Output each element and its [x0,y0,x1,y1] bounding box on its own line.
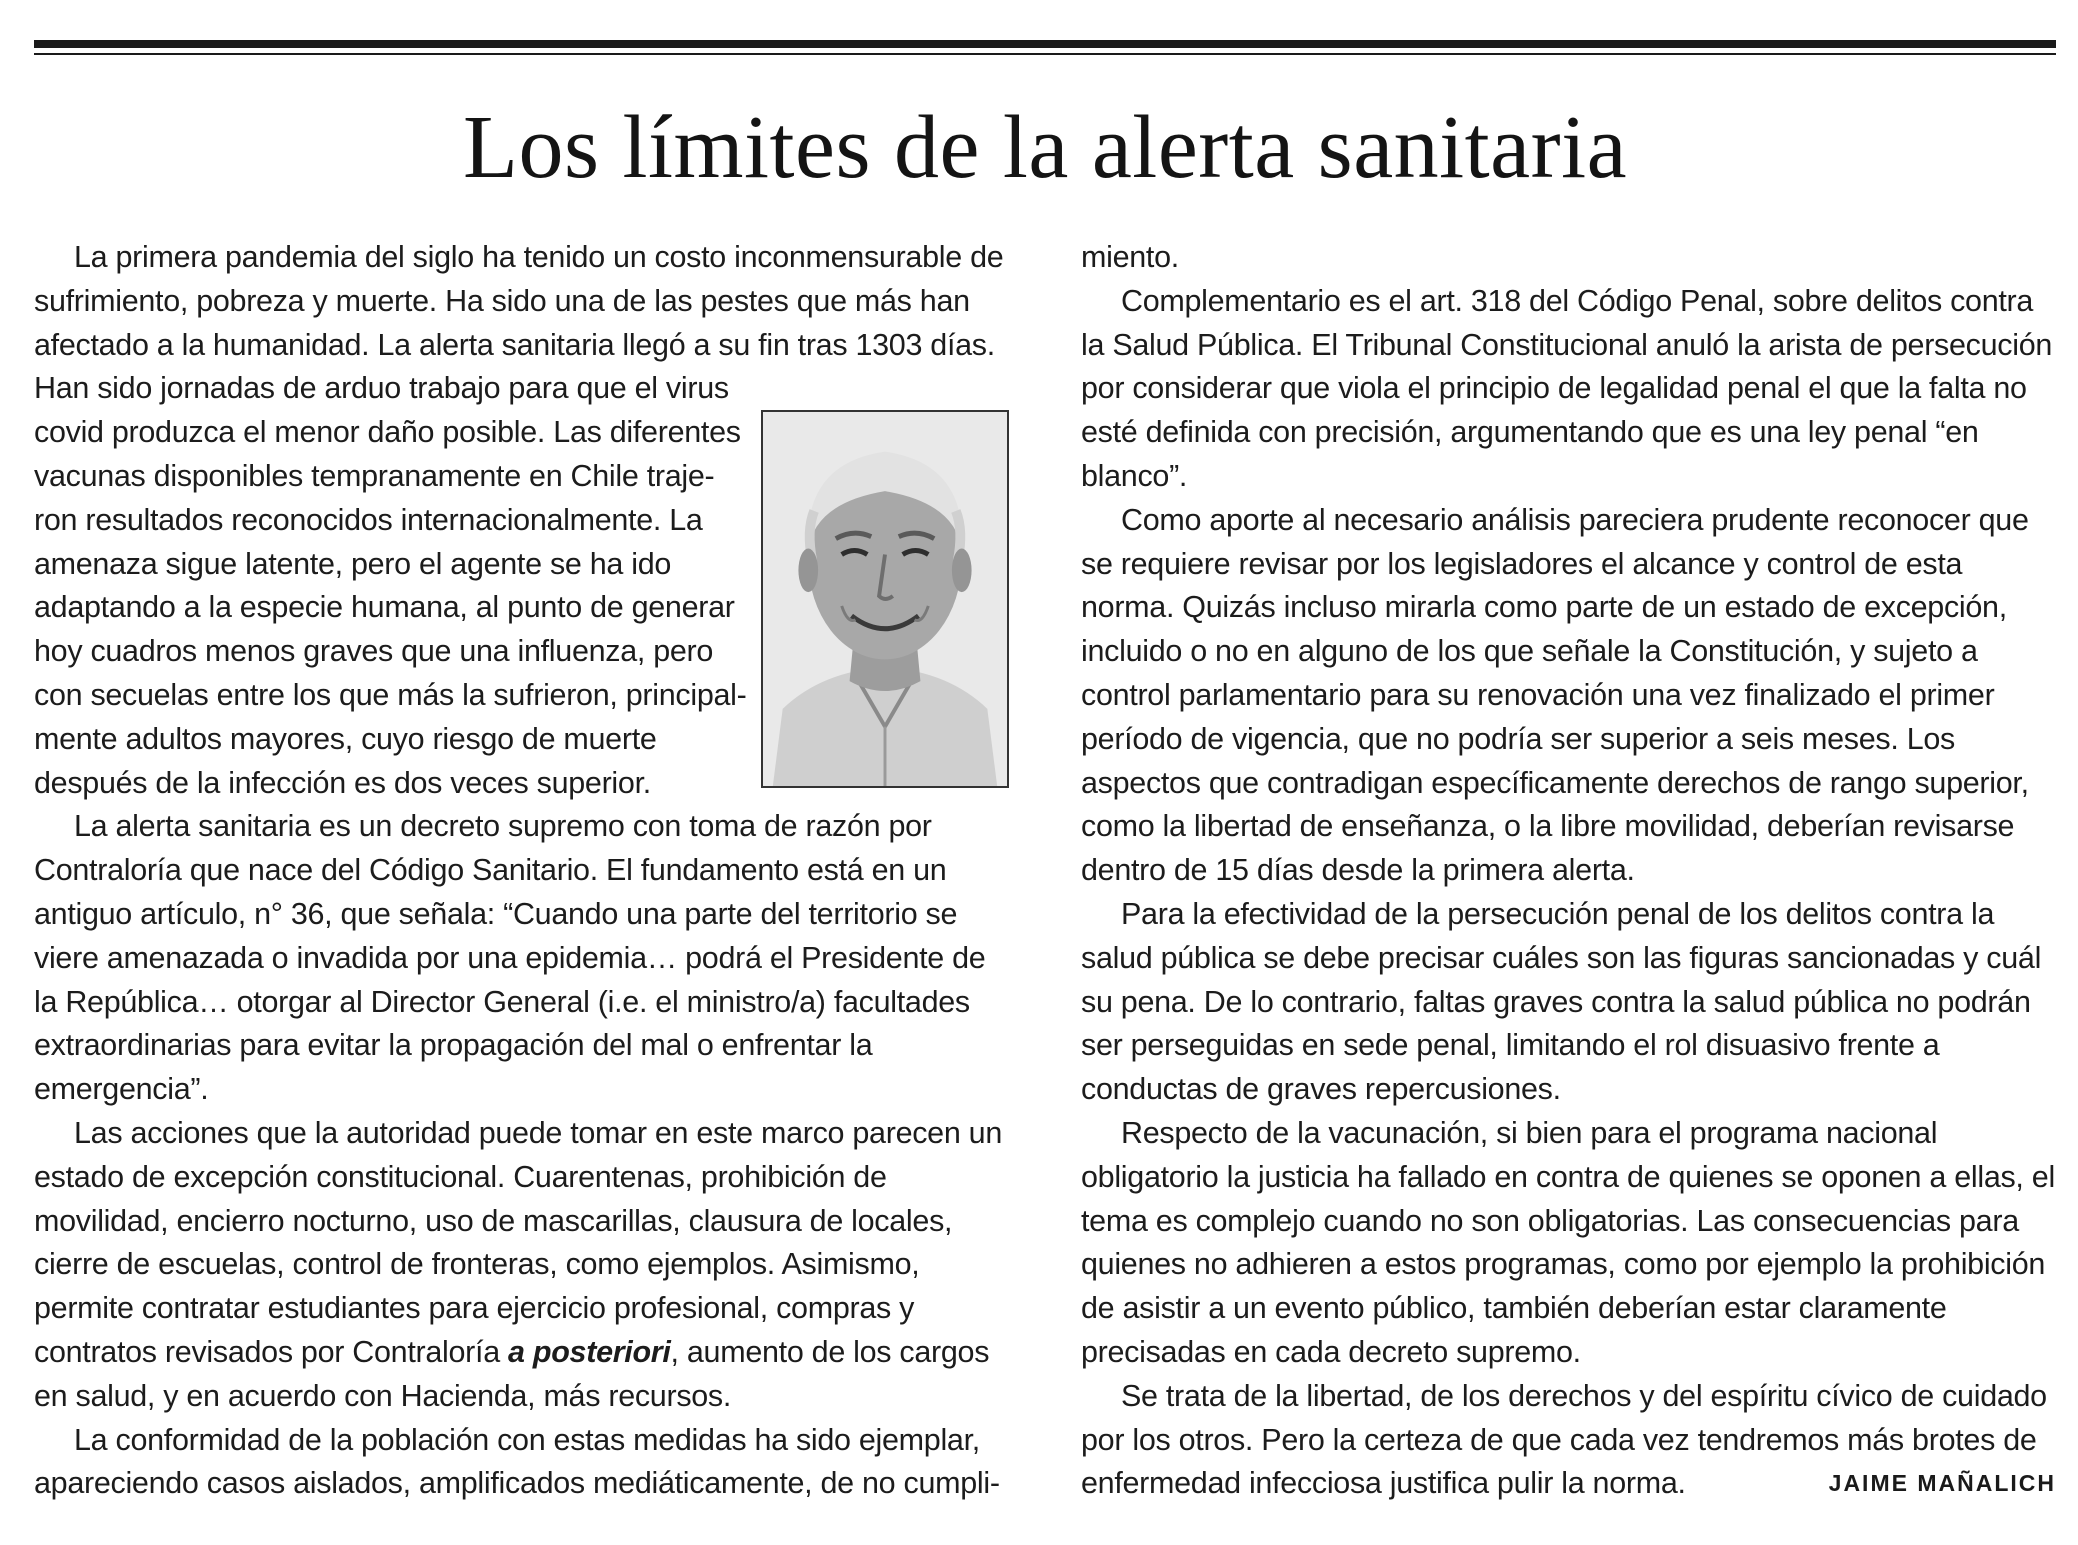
paragraph-1-line-7: ron resultados reconocidos internacionalmente. La [34,502,703,537]
paragraph-8: Respecto de la vacunación, si bien para el programa nacional obligatorio la justicia ha fallado en contra de quienes se oponen a ellas, el tema es complejo cuando no son obligatorias. Las consecuencias para quienes no adhieren a estos programas, como por ejemplo la prohibición de asistir a un evento público, también deberían estar claramente precisadas en cada decreto supremo. [1081,1115,2055,1369]
paragraph-3-text-start: Las acciones que la autoridad puede tomar en este marco parecen un estado de excepción constitucional. Cuarentenas, prohibición de movilidad, encierro nocturno, uso de mascarillas, clausura de locales, cierre de escuelas, control de fronteras, como ejemplos. Asimismo, permite contratar estudiantes para ejercicio profesional, compras y contratos revisados por Contraloría [34,1115,1003,1369]
paragraph-3 [34,1112,1009,1419]
paragraph-1-line-12: mente adultos mayores, cuyo riesgo de muerte [34,721,657,756]
top-rule-thin [34,53,2056,55]
paragraph-3-italic-term: a posteriori [508,1334,671,1369]
paragraph-1-line-6: vacunas disponibles tempranamente en Chile traje- [34,458,715,493]
paragraph-1-line-13: después de la infección es dos veces superior. [34,765,651,800]
paragraph-1-line-10: hoy cuadros menos graves que una influenza, pero [34,634,714,669]
author-portrait-image [763,412,1007,786]
paragraph-1-line-9: adaptando a la especie humana, al punto de generar [34,590,735,625]
paragraph-1-line-3: afectado a la humanidad. La alerta sanitaria llegó a su fin tras 1303 días. [34,327,995,362]
paragraph-1-line-5: covid produzca el menor daño posible. Las diferentes [34,415,741,450]
paragraph-1-line-11: con secuelas entre los que más la sufrieron, principal- [34,677,747,712]
paragraph-4-continuation: miento. [1081,240,1179,274]
paragraph-1-line-4: Han sido jornadas de arduo trabajo para que el virus [34,371,729,406]
author-photo [761,410,1009,788]
headline: Los límites de la alerta sanitaria [462,98,1628,197]
paragraph-1-line-2: sufrimiento, pobreza y muerte. Ha sido una de las pestes que más han [34,283,970,318]
paragraph-6: Como aporte al necesario análisis pareciera prudente reconocer que se requiere revisar por los legisladores el alcance y control de esta norma. Quizás incluso mirarla como parte de un estado de excepción, incluido o no en alguno de los que señale la Constitución, y sujeto a control parlamentario para su renovación una vez finalizado el primer período de vigencia, que no podría ser superior a seis meses. Los aspectos que contradigan específicamente derechos de rango superior, como la libertad de enseñanza, o la libre movilidad, deberían revisarse dentro de 15 días desde la primera alerta. [1081,502,2029,888]
paragraph-3-text-end: , aumento de los cargos en salud, y en acuerdo con Hacienda, más recursos. [34,1334,990,1413]
left-column [34,236,1009,1501]
paragraph-1-line-1: La primera pandemia del siglo ha tenido un costo inconmensurable de [74,240,1004,274]
paragraph-5: Complementario es el art. 318 del Código Penal, sobre delitos contra la Salud Pública. El Tribunal Constitucional anuló la arista de persecución por considerar que viola el principio de legalidad penal el que la falta no esté definida con precisión, argumentando que es una ley penal “en blanco”. [1081,283,2053,493]
paragraph-7: Para la efectividad de la persecución penal de los delitos contra la salud pública se debe precisar cuáles son las figuras sancionadas y cuál su pena. De lo contrario, faltas graves contra la salud pública no podrán ser perseguidas en sede penal, limitando el rol disuasivo frente a conductas de graves repercusiones. [1081,896,2042,1107]
paragraph-9: Se trata de la libertad, de los derechos y del espíritu cívico de cuidado por los otros. Pero la certeza de que cada vez tendremos más brotes de enfermedad infecciosa justifica pulir la norma. [1081,1378,2047,1501]
right-column [1081,236,2056,1501]
author-byline: JAIME MAÑALICH [1828,1470,2056,1496]
paragraph-1-line-8: amenaza sigue latente, pero el agente se ha ido [34,546,672,581]
paragraph-4: La conformidad de la población con estas medidas ha sido ejemplar, apareciendo casos aislados, amplificados mediáticamente, de no cumpli- [34,1422,1000,1501]
top-rule [34,40,2056,48]
paragraph-2: La alerta sanitaria es un decreto supremo con toma de razón por Contraloría que nace del Código Sanitario. El fundamento está en un antiguo artículo, n° 36, que señala: “Cuando una parte del territorio se viere amenazada o invadida por una epidemia… podrá el Presidente de la República… otorgar al Director General (i.e. el ministro/a) facultades extraordinarias para evitar la propagación del mal o enfrentar la emergencia”. [34,809,986,1107]
